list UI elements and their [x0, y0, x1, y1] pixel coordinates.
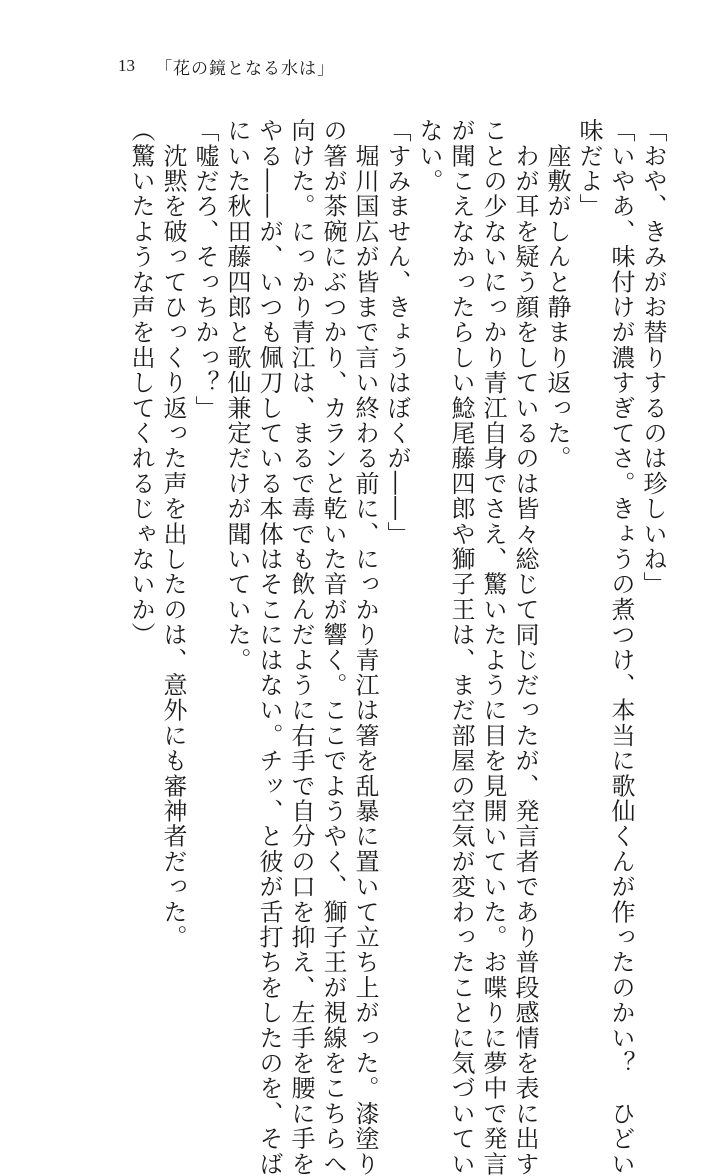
text-line: にいた秋田藤四郎と歌仙兼定だけが聞いていた。	[223, 118, 251, 673]
text-line: 「嘘だろ、そっちかっ？」	[191, 118, 219, 421]
vertical-body-text	[125, 118, 669, 1176]
text-line: 「いやあ、味付けが濃すぎてさ。きょうの煮つけ、本当に歌仙くんが作ったのかい？ ひどい	[607, 118, 635, 1176]
text-line: やる――が、いつも佩刀している本体はそこにはない。チッ、と彼が舌打ちをしたのを、そば	[255, 118, 283, 1176]
text-line: ない。	[415, 118, 443, 194]
text-line: 沈黙を破ってひっくり返った声を出したのは、意外にも審神者だった。	[159, 118, 187, 950]
text-line: が聞こえなかったらしい鯰尾藤四郎や獅子王は、まだ部屋の空気が変わったことに気づいてい	[447, 118, 475, 1176]
text-line: 座敷がしんと静まり返った。	[543, 118, 571, 471]
text-line: （驚いたような声を出してくれるじゃないか）	[127, 118, 155, 648]
text-line: 堀川国広が皆まで言い終わる前に、にっかり青江は箸を乱暴に置いて立ち上がった。漆塗り	[351, 118, 379, 1176]
text-line: 「おや、きみがお替りするのは珍しいね」	[639, 118, 667, 597]
page-number: 13	[118, 56, 135, 75]
text-line: ことの少ないにっかり青江自身でさえ、驚いたように目を見開いていた。お喋りに夢中で発言	[479, 118, 507, 1176]
chapter-title: 「花の鏡となる水は」	[155, 58, 335, 79]
text-line: 味だよ」	[575, 118, 603, 219]
text-line: 「すみません、きょうはぼくが――」	[383, 118, 411, 547]
text-line: の箸が茶碗にぶつかり、カランと乾いた音が響く。ここでようやく、獅子王が視線をこちらへ	[319, 118, 347, 1176]
running-header	[118, 54, 335, 78]
text-line: わが耳を疑う顔をしているのは皆々総じて同じだったが、発言者であり普段感情を表に出す	[511, 118, 539, 1176]
text-line: 向けた。にっかり青江は、まるで毒でも飲んだように右手で自分の口を抑え、左手を腰に手を	[287, 118, 315, 1176]
